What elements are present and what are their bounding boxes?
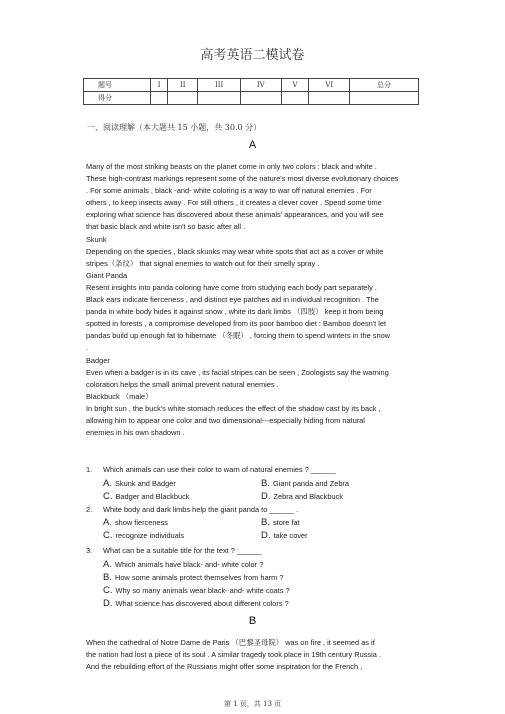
subheading-badger: Badger xyxy=(86,355,110,365)
q3-option-a[interactable]: A. Which animals have black- and- white color ? xyxy=(103,559,264,570)
passage-line: And the rebuilding effort of the Russians might offer some inspiration for the French , xyxy=(86,662,363,672)
passage-line: spotted in forests , a compromise developed from its poor bamboo diet : Bamboo doesn't let xyxy=(86,319,387,329)
score-table xyxy=(83,78,419,105)
passage-line: Black ears indicate fierceness , and distinct eye patches aid in individual recognition . The xyxy=(86,295,379,305)
passage-line: enemies in his own shadown . xyxy=(86,428,185,438)
score-table-header-row xyxy=(84,79,419,92)
passage-line: panda in white body hides it against snow , white its dark limbs （四肢） keep it from being xyxy=(86,307,384,317)
passage-line: When the cathedral of Notre Dame de Paris （巴黎圣母院） was on fire , it seemed as if xyxy=(86,638,375,647)
page-title: 高考英语二模试卷 xyxy=(200,48,305,63)
score-cell: 得分 xyxy=(84,92,151,105)
q1-option-b[interactable]: B. Giant panda and Zebra xyxy=(261,478,349,489)
score-cell: V xyxy=(281,79,309,92)
passage-line: the nation had lost a piece of its soul . A similar tragedy took place in 19th century Russia . xyxy=(86,650,381,660)
passage-line: . xyxy=(86,343,89,353)
subheading-giant-panda: Giant Panda xyxy=(86,270,128,280)
subheading-blackbuck: Blackbuck （male） xyxy=(86,391,153,401)
q2-option-c[interactable]: C. recognize individuals xyxy=(103,530,185,541)
passage-line: Resent insights into panda coloring have come from studying each body part separately . xyxy=(86,282,377,292)
page-footer: 第 1 页，共 13 页 xyxy=(223,700,282,708)
q3-option-d[interactable]: D. What science has discovered about different colors ? xyxy=(103,598,289,609)
score-cell: III xyxy=(198,79,241,92)
score-cell: 题号 xyxy=(84,79,151,92)
passage-line: Even when a badger is in its cave , its facial stripes can be seen , Zoologists say the warning xyxy=(86,367,389,377)
question-number: 1. xyxy=(86,465,93,474)
score-cell: IV xyxy=(241,79,282,92)
passage-line: stripes（条纹） that signal enemies to watch out for their smelly spray . xyxy=(86,258,320,268)
passage-a-letter: A xyxy=(248,139,257,151)
passage-line: coloration helps the small animal prevent natural enemies . xyxy=(86,379,279,389)
score-cell: 总分 xyxy=(350,79,419,92)
score-input-cell[interactable] xyxy=(198,92,241,105)
score-cell: I xyxy=(151,79,168,92)
score-input-cell[interactable] xyxy=(151,92,168,105)
question-text: Which animals can use their color to warn of natural enemies ? ______ xyxy=(103,465,336,474)
q1-option-d[interactable]: D. Zebra and Blackbuck xyxy=(261,491,343,502)
subheading-skunk: Skunk xyxy=(86,234,107,244)
score-input-cell[interactable] xyxy=(241,92,282,105)
q1-option-a[interactable]: A. Skunk and Badger xyxy=(103,478,176,489)
q2-option-a[interactable]: A. show fierceness xyxy=(103,517,168,528)
passage-line: pandas build up enough fat to hibernate （冬眠） , forcing them to spend winters in the snow xyxy=(86,331,391,341)
passage-line: others , to keep insects away . For still others , it creates a clever cover . Spend some time xyxy=(86,198,382,208)
passage-line: . For some animals , black -and- white coloring is a way to war off natural enemies . For xyxy=(86,186,372,196)
question-number: 2. xyxy=(86,505,93,514)
passage-b-letter: B xyxy=(248,615,257,627)
score-input-cell[interactable] xyxy=(309,92,350,105)
q3-option-b[interactable]: B. How some animals protect themselves from harm ? xyxy=(103,572,284,583)
passage-line: In bright sun , the buck's white stomach reduces the effect of the shadow cast by its back , xyxy=(86,403,381,413)
q3-option-c[interactable]: C. Why so many animals wear black- and- white coats ? xyxy=(103,585,290,596)
passage-line: Depending on the species , black skunks may wear white spots that act as a cover or white xyxy=(86,246,384,256)
passage-a-body xyxy=(86,161,426,439)
score-cell: II xyxy=(168,79,198,92)
score-input-cell[interactable] xyxy=(350,92,419,105)
score-input-cell[interactable] xyxy=(281,92,309,105)
passage-line: that basic black and white isn't so basic after all . xyxy=(86,222,246,232)
score-table-score-row xyxy=(84,92,419,105)
passage-line: exploring what science has discovered about these animals' appearances, and you will see xyxy=(86,210,384,220)
question-text: What can be a suitable title for the text ? ______ xyxy=(103,546,262,555)
passage-line: allowing him to appear one color and two dimensional---especially hiding from natural xyxy=(86,415,365,425)
passage-line: Many of the most striking beasts on the planet come in only two colors : black and white . xyxy=(86,162,377,171)
question-text: White body and dark limbs help the giant panda to ______ . xyxy=(103,505,299,514)
score-cell: VI xyxy=(309,79,350,92)
passage-line: These high-contrast markings represent some of the nature's most diverse evolutionary choices xyxy=(86,174,399,184)
q1-option-c[interactable]: C. Badger and Blackbuck xyxy=(103,491,190,502)
q2-option-d[interactable]: D. take cover xyxy=(261,530,308,541)
q2-option-b[interactable]: B. store fat xyxy=(261,517,300,528)
score-input-cell[interactable] xyxy=(168,92,198,105)
section-heading: 一、阅读理解（本大题共 15 小题，共 30.0 分） xyxy=(87,123,262,132)
question-number: 3. xyxy=(86,546,93,555)
passage-b-body xyxy=(86,637,426,673)
